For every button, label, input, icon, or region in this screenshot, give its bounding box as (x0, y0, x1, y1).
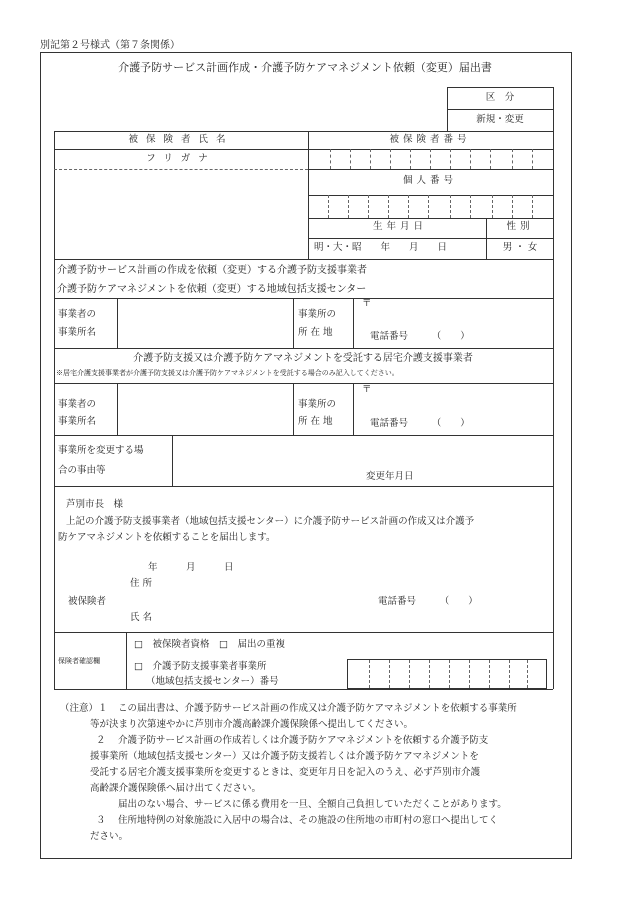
change-reason-label-1: 事業所を変更する場 (58, 445, 144, 456)
note3-b: ださい。 (90, 831, 129, 842)
table-rule (54, 632, 55, 689)
declaration-date[interactable]: 年 月 日 (148, 562, 234, 573)
declaration-phone: 電話番号 （ ） (378, 596, 478, 607)
form-label: 別記第２号様式（第７条関係） (40, 40, 180, 51)
form-title: 介護予防サービス計画作成・介護予防ケアマネジメント依頼（変更）届出書 (118, 61, 492, 74)
table-rule (388, 195, 389, 218)
table-rule (369, 660, 370, 688)
business1-addr-label-1: 事業所の (298, 309, 337, 320)
table-rule (54, 348, 553, 349)
section1-line2: 介護予防ケアマネジメントを依頼（変更）する地域包括支援センター (57, 284, 367, 295)
table-rule (532, 149, 533, 169)
declaration-address-label: 住 所 (130, 578, 153, 589)
table-rule (512, 195, 513, 218)
table-rule (512, 149, 513, 169)
table-rule (409, 660, 410, 688)
business2-name-label-2: 事業所名 (58, 416, 97, 427)
table-rule (389, 660, 390, 688)
table-rule (486, 218, 487, 259)
table-rule (293, 298, 294, 348)
business1-name-field[interactable] (118, 299, 292, 347)
personal-number-field[interactable] (309, 196, 552, 217)
business1-phone: 電話番号 （ ） (370, 331, 470, 342)
business2-postal: 〒 (362, 384, 372, 395)
table-rule (469, 660, 470, 688)
declaration-address-field[interactable] (170, 577, 540, 593)
business1-postal: 〒 (362, 298, 372, 309)
table-rule (54, 259, 55, 647)
change-date-label: 変更年月日 (366, 471, 414, 482)
section2-note: ※居宅介護支援事業者が介護予防支援又は介護予防ケアマネジメントを受託する場合のみ記入してください。 (56, 369, 399, 377)
table-rule (293, 383, 294, 435)
table-rule (390, 149, 391, 169)
note2-b: 援事業所（地域包括支援センター）又は介護予防支援若しくは介護予防ケアマネジメントを (90, 751, 479, 762)
change-reason-label-2: 合の事由等 (58, 465, 106, 476)
birth-value[interactable]: 明・大・昭 年 月 日 (314, 242, 448, 253)
addressee: 芦別市長 様 (66, 499, 124, 510)
table-rule (428, 195, 429, 218)
business1-addr-label-2: 所 在 地 (298, 327, 333, 338)
declaration-name-field[interactable] (170, 611, 540, 627)
table-rule (449, 660, 450, 688)
business1-name-label-1: 事業者の (58, 309, 97, 320)
table-rule (447, 87, 553, 88)
business2-phone: 電話番号 （ ） (370, 418, 470, 429)
table-rule (553, 131, 554, 259)
table-rule (126, 632, 127, 689)
table-rule (492, 195, 493, 218)
table-rule (54, 486, 553, 487)
note2-d: 高齢課介護保険係へ届け出てください。 (90, 783, 262, 794)
note1-b: 等が決まり次第速やかに芦別市介護高齢課介護保険係へ提出してください。 (90, 719, 414, 730)
check-item-2[interactable]: □ 介護予防支援事業者事業所 (134, 661, 267, 672)
table-rule (308, 238, 553, 239)
gender-value[interactable]: 男 ・ 女 (502, 242, 538, 253)
declaration-body-1: 上記の介護予防支援事業者（地域包括支援センター）に介護予防サービス計画の作成又は介護予 (66, 516, 475, 527)
check-label: 保険者確認欄 (58, 657, 100, 665)
business2-addr-label-1: 事業所の (298, 399, 337, 410)
table-rule (368, 195, 369, 218)
check-item-2b: （地域包括支援センター）番号 (146, 676, 279, 687)
business2-name-field[interactable] (118, 384, 292, 434)
table-rule (54, 131, 553, 132)
table-rule (450, 195, 451, 218)
gender-header: 性別 (506, 221, 534, 232)
table-rule (527, 660, 528, 688)
table-rule (328, 195, 329, 218)
note1-a: この届出書は、介護予防サービス計画の作成又は介護予防ケアマネジメントを依頼する事業所 (118, 703, 517, 714)
table-rule (54, 259, 553, 260)
declaration-body-2: 防ケアマネジメントを依頼することを届出します。 (58, 532, 276, 543)
change-reason-field[interactable] (173, 436, 552, 485)
table-rule (348, 195, 349, 218)
table-rule (532, 195, 533, 218)
insured-name-header: 被保険者氏名 (128, 134, 234, 145)
category-value[interactable]: 新規・変更 (476, 114, 524, 125)
insured-name-field[interactable] (55, 170, 307, 258)
notes-head: （注意）１ (60, 703, 108, 714)
insured-number-header: 被保険者番号 (389, 134, 471, 145)
table-rule (350, 149, 351, 169)
table-rule (470, 195, 471, 218)
note3-a: 住所地特例の対象施設に入居中の場合は、その施設の住所地の市町村の窓口へ提出してく (118, 815, 499, 826)
category-header: 区 分 (485, 92, 515, 103)
table-rule (54, 632, 553, 633)
table-rule (489, 660, 490, 688)
table-rule (490, 149, 491, 169)
table-rule (370, 149, 371, 169)
table-rule (450, 149, 451, 169)
furigana-label: フリガナ (146, 153, 216, 164)
business2-name-label-1: 事業者の (58, 399, 97, 410)
table-rule (330, 149, 331, 169)
section1-line1: 介護予防サービス計画の作成を依頼（変更）する介護予防支援事業者 (57, 265, 367, 276)
business1-name-label-2: 事業所名 (58, 327, 97, 338)
table-rule (430, 149, 431, 169)
table-rule (470, 149, 471, 169)
table-rule (308, 218, 553, 219)
note2-c: 受託する居宅介護支援事業所を変更するときは、変更年月日を記入のうえ、必ず芦別市介護 (90, 767, 481, 778)
office-number-box[interactable] (347, 659, 547, 689)
check-item-1[interactable]: □ 被保険者資格 □ 届出の重複 (134, 639, 285, 650)
note2-a: 介護予防サービス計画の作成若しくは介護予防ケアマネジメントを依頼する介護予防支 (118, 735, 489, 746)
table-rule (410, 149, 411, 169)
personal-number-header: 個人番号 (402, 175, 458, 186)
section2-title: 介護予防支援又は介護予防ケアマネジメントを受託する居宅介護支援事業者 (133, 353, 473, 364)
table-rule (553, 87, 554, 131)
table-rule (429, 660, 430, 688)
note3-num: ３ (96, 815, 106, 826)
business2-addr-label-2: 所 在 地 (298, 416, 333, 427)
declaration-name-label: 氏 名 (130, 612, 153, 623)
table-rule (308, 169, 553, 170)
table-rule (553, 259, 554, 647)
table-rule (54, 689, 553, 690)
table-rule (408, 195, 409, 218)
declaration-insured-label: 被保険者 (68, 596, 107, 607)
note2-num: ２ (96, 735, 106, 746)
table-rule (509, 660, 510, 688)
note2-e: 届出のない場合、サービスに係る費用を一旦、全額自己負担していただくことがあります。 (118, 799, 507, 810)
birth-header: 生年月日 (372, 221, 428, 232)
table-rule (553, 632, 554, 689)
